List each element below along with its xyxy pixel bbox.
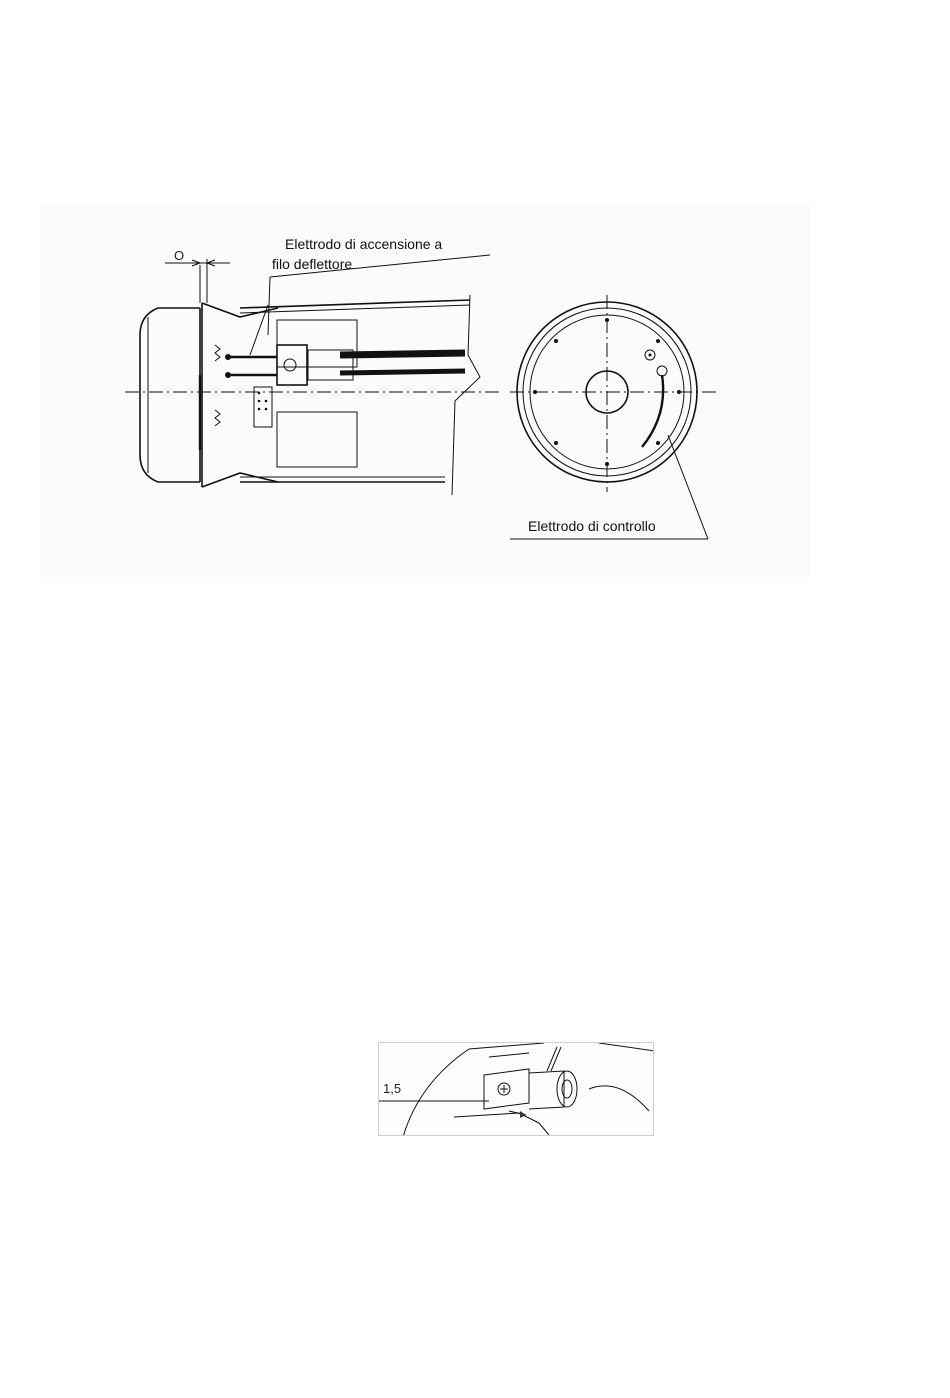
label-control-electrode: Elettrodo di controllo [528, 518, 656, 534]
burner-head-diagram [40, 205, 810, 577]
burner-front-view [510, 295, 720, 539]
electrode-gap-drawing [379, 1043, 654, 1136]
dimension-o-label: O [174, 248, 185, 263]
electrode-gap-detail [378, 1042, 654, 1136]
label-ignition-electrode-line1: Elettrodo di accensione a [285, 236, 443, 252]
burner-head-drawing [40, 205, 810, 577]
burner-side-view [125, 255, 500, 495]
label-ignition-electrode-line2: filo deflettore [272, 256, 353, 272]
gap-dimension-label: 1,5 [383, 1081, 402, 1096]
